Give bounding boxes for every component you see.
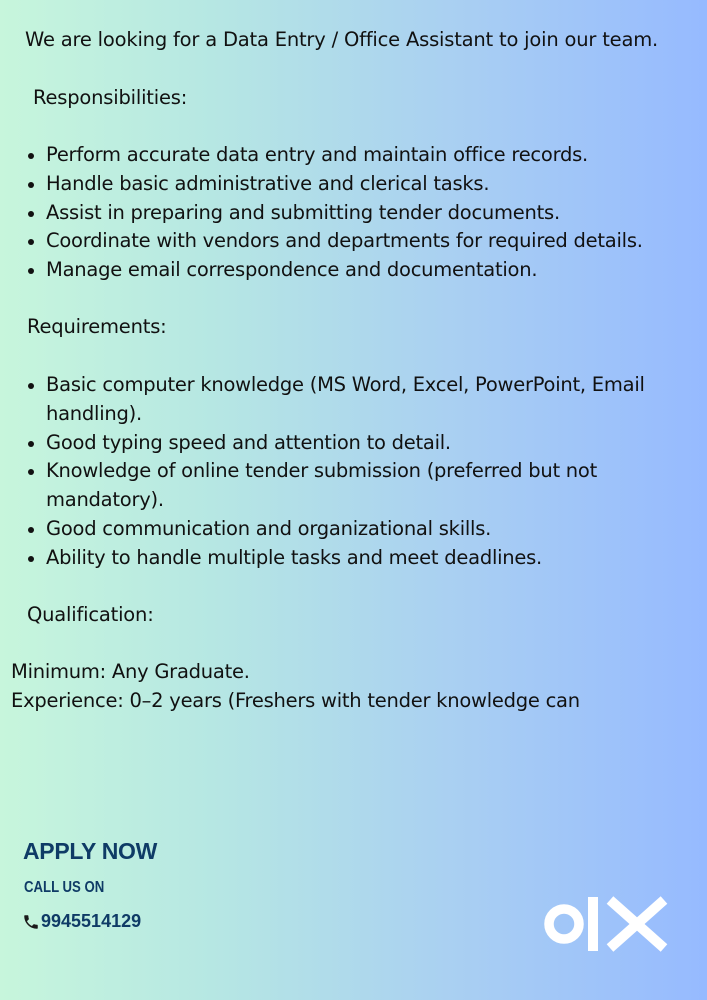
bullet-icon (28, 182, 34, 188)
bullet-icon (28, 153, 34, 159)
list-item: Basic computer knowledge (MS Word, Excel, PowerPoint, Email handling). (26, 371, 696, 429)
phone-contact[interactable] (22, 911, 141, 932)
qualification-experience: Experience: 0–2 years (Freshers with tender knowledge can (11, 689, 580, 712)
list-item: Assist in preparing and submitting tender documents. (26, 199, 696, 228)
list-item: Knowledge of online tender submission (preferred but not mandatory). (26, 457, 696, 515)
phone-number[interactable]: 9945514129 (41, 911, 142, 931)
qualification-minimum: Minimum: Any Graduate. (11, 660, 250, 683)
list-item: Good communication and organizational skills. (26, 515, 696, 544)
intro-text: We are looking for a Data Entry / Office Assistant to join our team. (25, 28, 658, 51)
bullet-icon (28, 527, 34, 533)
bullet-icon (28, 268, 34, 274)
requirements-heading: Requirements: (27, 315, 167, 338)
bullet-icon (28, 441, 34, 447)
phone-icon (22, 913, 40, 931)
requirements-list (26, 371, 696, 573)
olx-logo (543, 893, 671, 957)
apply-now-heading: APPLY NOW (23, 838, 158, 864)
bullet-icon (28, 211, 34, 217)
bullet-icon (28, 556, 34, 562)
list-item: Good typing speed and attention to detail. (26, 429, 696, 458)
call-us-label: CALL US ON (24, 879, 105, 896)
bullet-icon (28, 383, 34, 389)
list-item: Ability to handle multiple tasks and meet deadlines. (26, 544, 696, 573)
bullet-icon (28, 239, 34, 245)
list-item: Perform accurate data entry and maintain office records. (26, 141, 696, 170)
responsibilities-heading: Responsibilities: (33, 86, 188, 109)
list-item: Manage email correspondence and documentation. (26, 256, 696, 285)
bullet-icon (28, 469, 34, 475)
list-item: Coordinate with vendors and departments for required details. (26, 227, 696, 256)
list-item: Handle basic administrative and clerical tasks. (26, 170, 696, 199)
qualification-heading: Qualification: (27, 603, 154, 626)
responsibilities-list (26, 141, 696, 285)
